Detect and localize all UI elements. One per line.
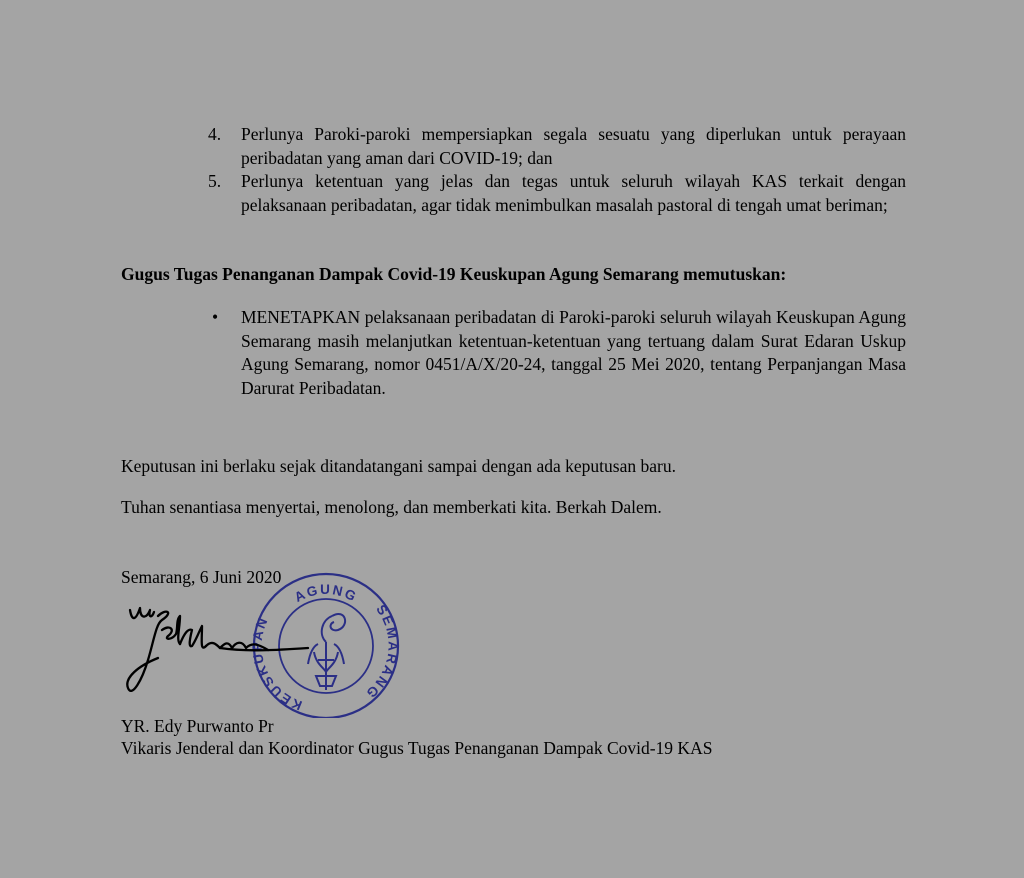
seal-right-text: SEMARANG: [362, 601, 401, 703]
seal-left-text: KEUSKUPAN: [249, 614, 305, 714]
decision-bullet-item: [208, 306, 906, 400]
decision-heading: Gugus Tugas Penanganan Dampak Covid-19 Keuskupan Agung Semarang memutuskan:: [121, 264, 787, 284]
handwritten-signature: [118, 600, 318, 700]
place-date: Semarang, 6 Juni 2020: [121, 567, 282, 587]
blessing-text: Tuhan senantiasa menyertai, menolong, dan memberkati kita. Berkah Dalem.: [121, 497, 662, 517]
decision-text: MENETAPKAN pelaksanaan peribadatan di Paroki-paroki seluruh wilayah Keuskupan Agung Semarang masih melanjutkan ketentuan-ketentuan yang tertuang dalam Surat Edaran Uskup Agung Semarang, nomor 0451/A/X/20-24, tanggal 25 Mei 2020, tentang Perpanjangan Masa Darurat Peribadatan.: [241, 307, 906, 398]
list-item-text: Perlunya Paroki-paroki mempersiapkan segala sesuatu yang diperlukan untuk perayaan peribadatan yang aman dari COVID-19; dan: [241, 124, 906, 168]
list-item: [208, 123, 906, 170]
list-item-number: 5.: [208, 171, 222, 191]
list-item: [208, 170, 906, 217]
list-item-text: Perlunya ketentuan yang jelas dan tegas untuk seluruh wilayah KAS terkait dengan pelaksanaan peribadatan, agar tidak menimbulkan masalah pastoral di tengah umat beriman;: [241, 171, 906, 215]
signer-name: YR. Edy Purwanto Pr: [121, 716, 274, 736]
bullet-icon: •: [212, 307, 219, 327]
signer-title: Vikaris Jenderal dan Koordinator Gugus Tugas Penanganan Dampak Covid-19 KAS: [121, 738, 713, 758]
list-item-number: 4.: [208, 124, 222, 144]
seal-top-text: AGUNG: [291, 582, 360, 605]
effective-statement: Keputusan ini berlaku sejak ditandatangani sampai dengan ada keputusan baru.: [121, 456, 676, 476]
